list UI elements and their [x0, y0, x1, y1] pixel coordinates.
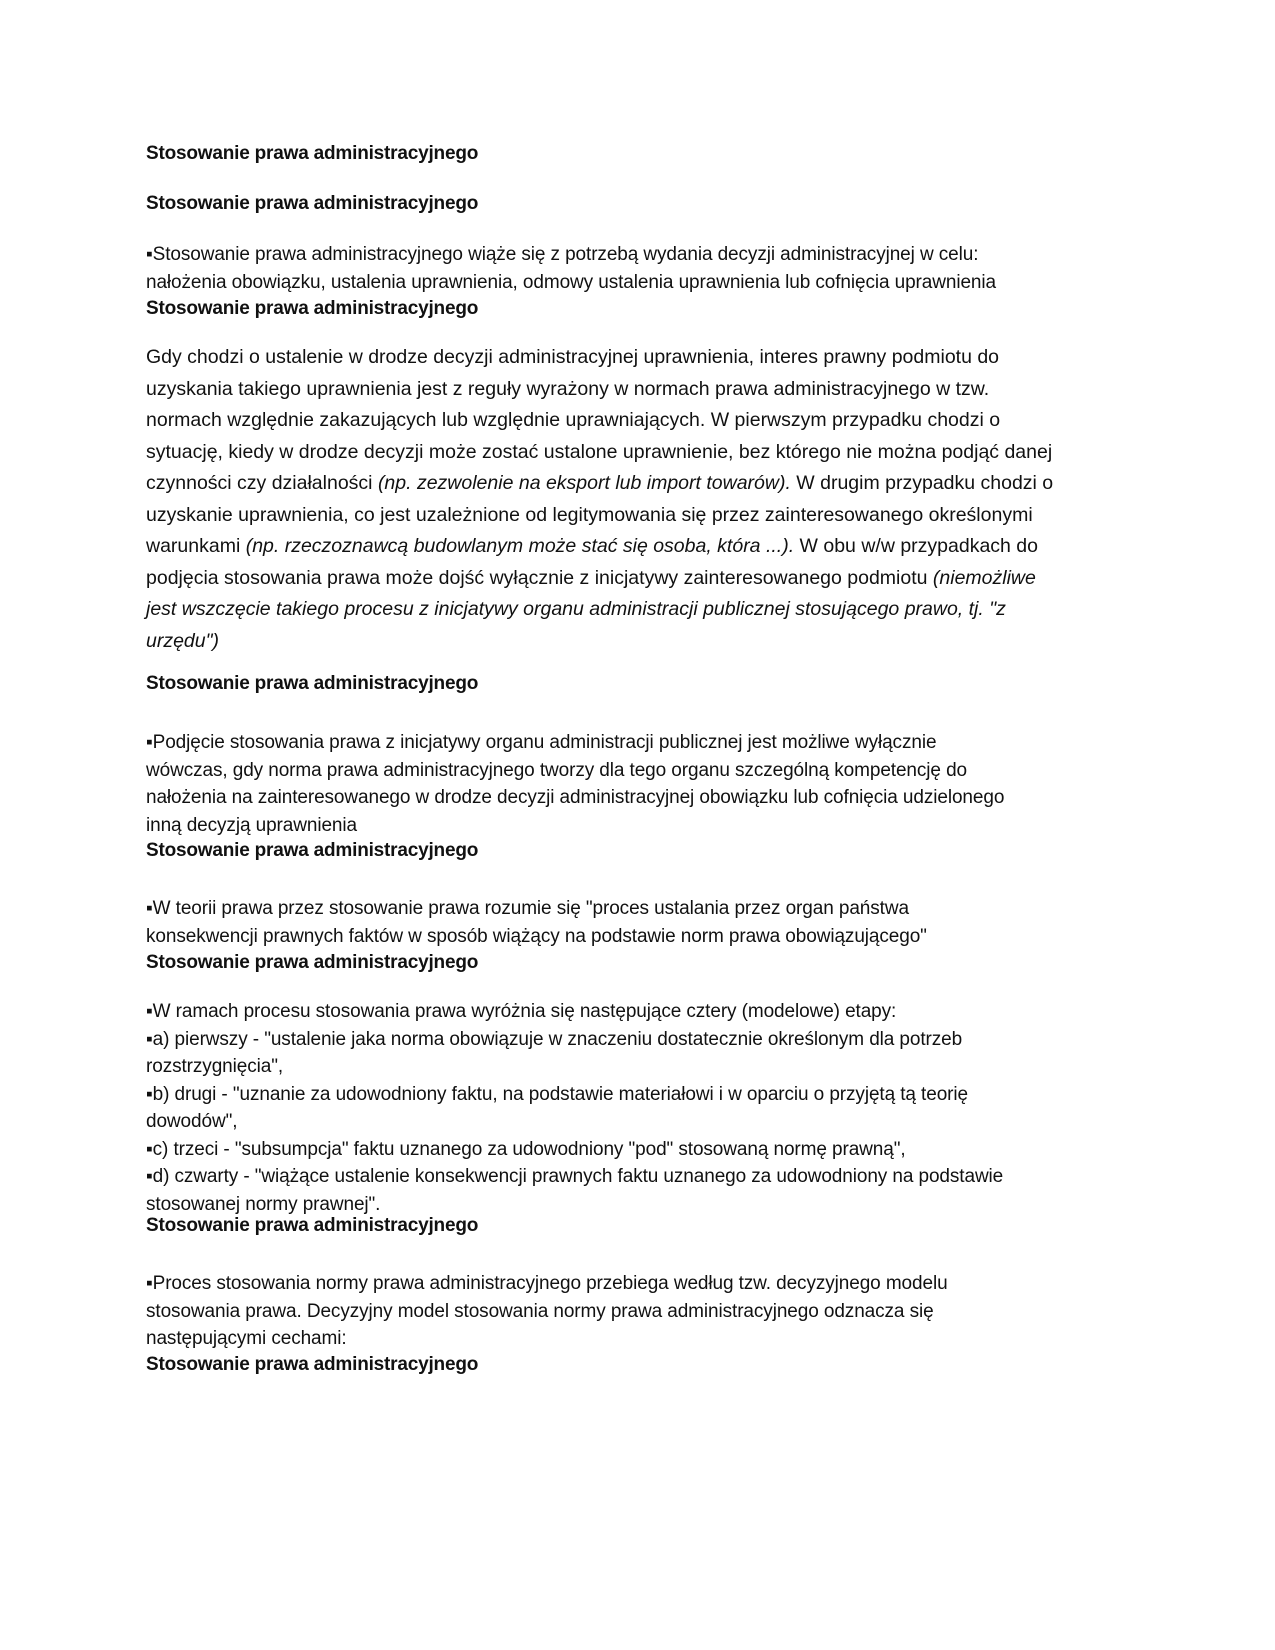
heading: Stosowanie prawa administracyjnego [146, 673, 479, 694]
text-segment: podjęcia stosowania prawa może dojść wyłącznie z inicjatywy zainteresowanego podmiotu [146, 566, 933, 589]
text-line: sytuację, kiedy w drodze decyzji może zostać ustalone uprawnienie, bez którego nie można podjąć danej [146, 440, 1053, 463]
text-line: nałożenia obowiązku, ustalenia uprawnienia, odmowy ustalenia uprawnienia lub cofnięcia uprawnienia [146, 271, 996, 293]
list-item: ▪c) trzeci - "subsumpcja" faktu uznanego za udowodniony "pod" stosowaną normę prawną", [146, 1138, 906, 1160]
heading: Stosowanie prawa administracyjnego [146, 1215, 479, 1236]
text-segment: czynności czy działalności [146, 472, 378, 494]
paragraph-interest [146, 342, 1131, 657]
text-line: ▪W teorii prawa przez stosowanie prawa rozumie się "proces ustalania przez organ państwa [146, 898, 909, 919]
text-line: normach względnie zakazujących lub względnie uprawniających. W pierwszym przypadku chodzi o [146, 409, 1001, 431]
text-segment: W drugim przypadku chodzi o [790, 472, 1054, 494]
text-line: rozstrzygnięcia", [146, 1056, 284, 1077]
text-line: uzyskania takiego uprawnienia jest z reguły wyrażony w normach prawa administracyjnego w tzw. [146, 377, 990, 400]
text-line: ▪Proces stosowania normy prawa administracyjnego przebiega według tzw. decyzyjnego modelu [146, 1273, 948, 1294]
list-item: ▪b) drugi - "uznanie za udowodniony faktu, na podstawie materiałowi i w oparciu o przyjętą tą teorię [146, 1083, 968, 1105]
text-line [146, 531, 1131, 563]
paragraph-decision-purpose [146, 241, 1131, 296]
heading: Stosowanie prawa administracyjnego [146, 298, 479, 319]
text-line: uzyskanie uprawnienia, co jest uzależnione od legitymowania się przez zainteresowanego określonymi [146, 503, 1033, 526]
text-line [146, 468, 1131, 500]
text-line: ▪Stosowanie prawa administracyjnego wiąże się z potrzebą wydania decyzji administracyjnej w celu: [146, 244, 979, 265]
text-line: inną decyzją uprawnienia [146, 814, 357, 836]
italic-example: (np. zezwolenie na eksport lub import towarów). [377, 472, 791, 494]
text-line: wówczas, gdy norma prawa administracyjnego tworzy dla tego organu szczególną kompetencję do [146, 759, 968, 781]
heading: Stosowanie prawa administracyjnego [146, 143, 479, 164]
text-segment: warunkami [146, 535, 246, 557]
text-line: ▪Podjęcie stosowania prawa z inicjatywy organu administracji publicznej jest możliwe wyłącznie [146, 732, 937, 753]
text-line: stosowania prawa. Decyzyjny model stosowania normy prawa administracyjnego odznacza się [146, 1300, 934, 1322]
list-item: ▪a) pierwszy - "ustalenie jaka norma obowiązuje w znaczeniu dostatecznie określonym dla potrzeb [146, 1028, 963, 1050]
list-item: ▪d) czwarty - "wiążące ustalenie konsekwencji prawnych faktu uznanego za udowodniony na podstawie [146, 1166, 1004, 1187]
paragraph-theory [146, 895, 1131, 950]
text-line: jest wszczęcie takiego procesu z inicjatywy organu administracji publicznej stosującego prawo, tj. "z [146, 598, 1006, 620]
italic-note: (niemożliwe [932, 566, 1036, 589]
text-line: konsekwencji prawnych faktów w sposób wiążący na podstawie norm prawa obowiązującego" [146, 925, 927, 947]
text-segment: W obu w/w przypadkach do [794, 535, 1038, 557]
text-line [146, 563, 1131, 595]
paragraph-stages [146, 998, 1131, 1218]
paragraph-organ-initiative [146, 729, 1131, 839]
text-line: Gdy chodzi o ustalenie w drodze decyzji administracyjnej uprawnienia, interes prawny podmiotu do [146, 346, 1000, 368]
text-line: urzędu") [146, 629, 220, 652]
text-line: ▪W ramach procesu stosowania prawa wyróżnia się następujące cztery (modelowe) etapy: [146, 1001, 897, 1022]
heading: Stosowanie prawa administracyjnego [146, 840, 479, 861]
text-line: nałożenia na zainteresowanego w drodze decyzji administracyjnej obowiązku lub cofnięcia udzielonego [146, 787, 1005, 808]
text-line: następującymi cechami: [146, 1328, 347, 1349]
heading: Stosowanie prawa administracyjnego [146, 1354, 479, 1375]
text-line: stosowanej normy prawnej". [146, 1193, 381, 1215]
text-line: dowodów", [146, 1111, 238, 1132]
heading: Stosowanie prawa administracyjnego [146, 952, 479, 973]
italic-example: (np. rzeczoznawcą budowlanym może stać się osoba, która ...). [245, 535, 795, 557]
heading: Stosowanie prawa administracyjnego [146, 193, 479, 214]
paragraph-decision-model [146, 1270, 1131, 1353]
